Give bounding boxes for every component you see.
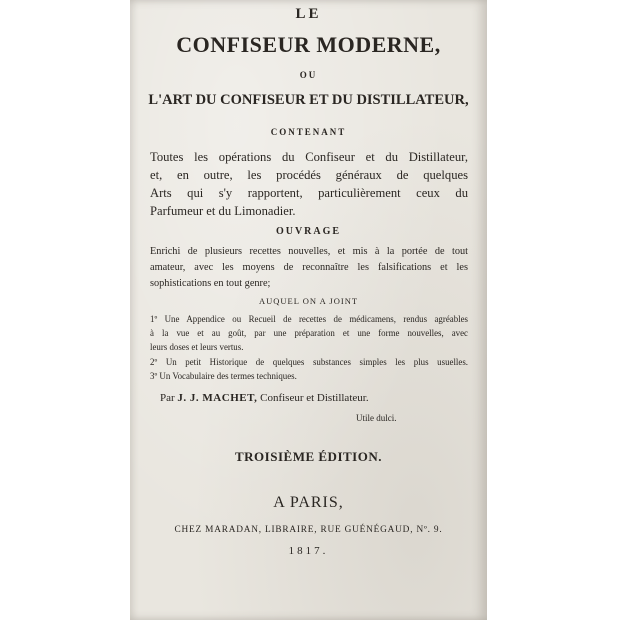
ouvrage-line: sophistications en tout genre; [150,278,271,289]
description-line: et, en outre, les procédés généraux de quelques [150,168,468,182]
description-line: Parfumeur et du Limonadier. [150,204,296,218]
edition: TROISIÈME ÉDITION. [235,449,382,464]
article-le: LE [295,6,322,22]
appendix-line: 1º Une Appendice ou Recueil de recettes de médicamens, rendus agréables [150,314,468,324]
appendix-line: à la vue et au goût, par une préparation et une forme nouvelles, avec [150,328,468,338]
appendix-line: leurs doses et leurs vertus. [150,342,244,352]
description-line: Toutes les opérations du Confiseur et du Distillateur, [150,150,468,164]
publisher: CHEZ MARADAN, LIBRAIRE, RUE GUÉNÉGAUD, Nº. 9. [174,525,443,535]
book-subtitle: L'ART DU CONFISEUR ET DU DISTILLATEUR, [148,92,469,108]
book-title-page [130,0,487,620]
publication-year: 1817. [288,545,329,557]
ouvrage-label: OUVRAGE [275,226,342,237]
book-title: CONFISEUR MODERNE, [176,32,441,57]
author-profession: Confiseur et Distillateur. [260,392,369,404]
author-name: J. J. MACHET, [177,392,258,404]
appendix-line: 3º Un Vocabulaire des termes techniques. [150,371,297,381]
publication-place: A PARIS, [273,494,344,511]
author-line [160,392,369,404]
ouvrage-line: Enrichi de plusieurs recettes nouvelles, et mis à la portée de tout [150,246,468,257]
author-prefix: Par [160,392,175,404]
conjunction-ou: OU [299,70,318,80]
appendix-line: 2º Un petit Historique de quelques substances simples les plus usuelles. [150,357,468,367]
contenant-label: CONTENANT [270,127,347,137]
motto: Utile dulci. [356,413,397,423]
auquel-label: AUQUEL ON A JOINT [258,296,359,306]
description-line: Arts qui s'y rapportent, particulièrement ceux du [150,186,468,200]
ouvrage-line: amateur, avec les moyens de reconnaître les falsifications et les [150,262,468,273]
